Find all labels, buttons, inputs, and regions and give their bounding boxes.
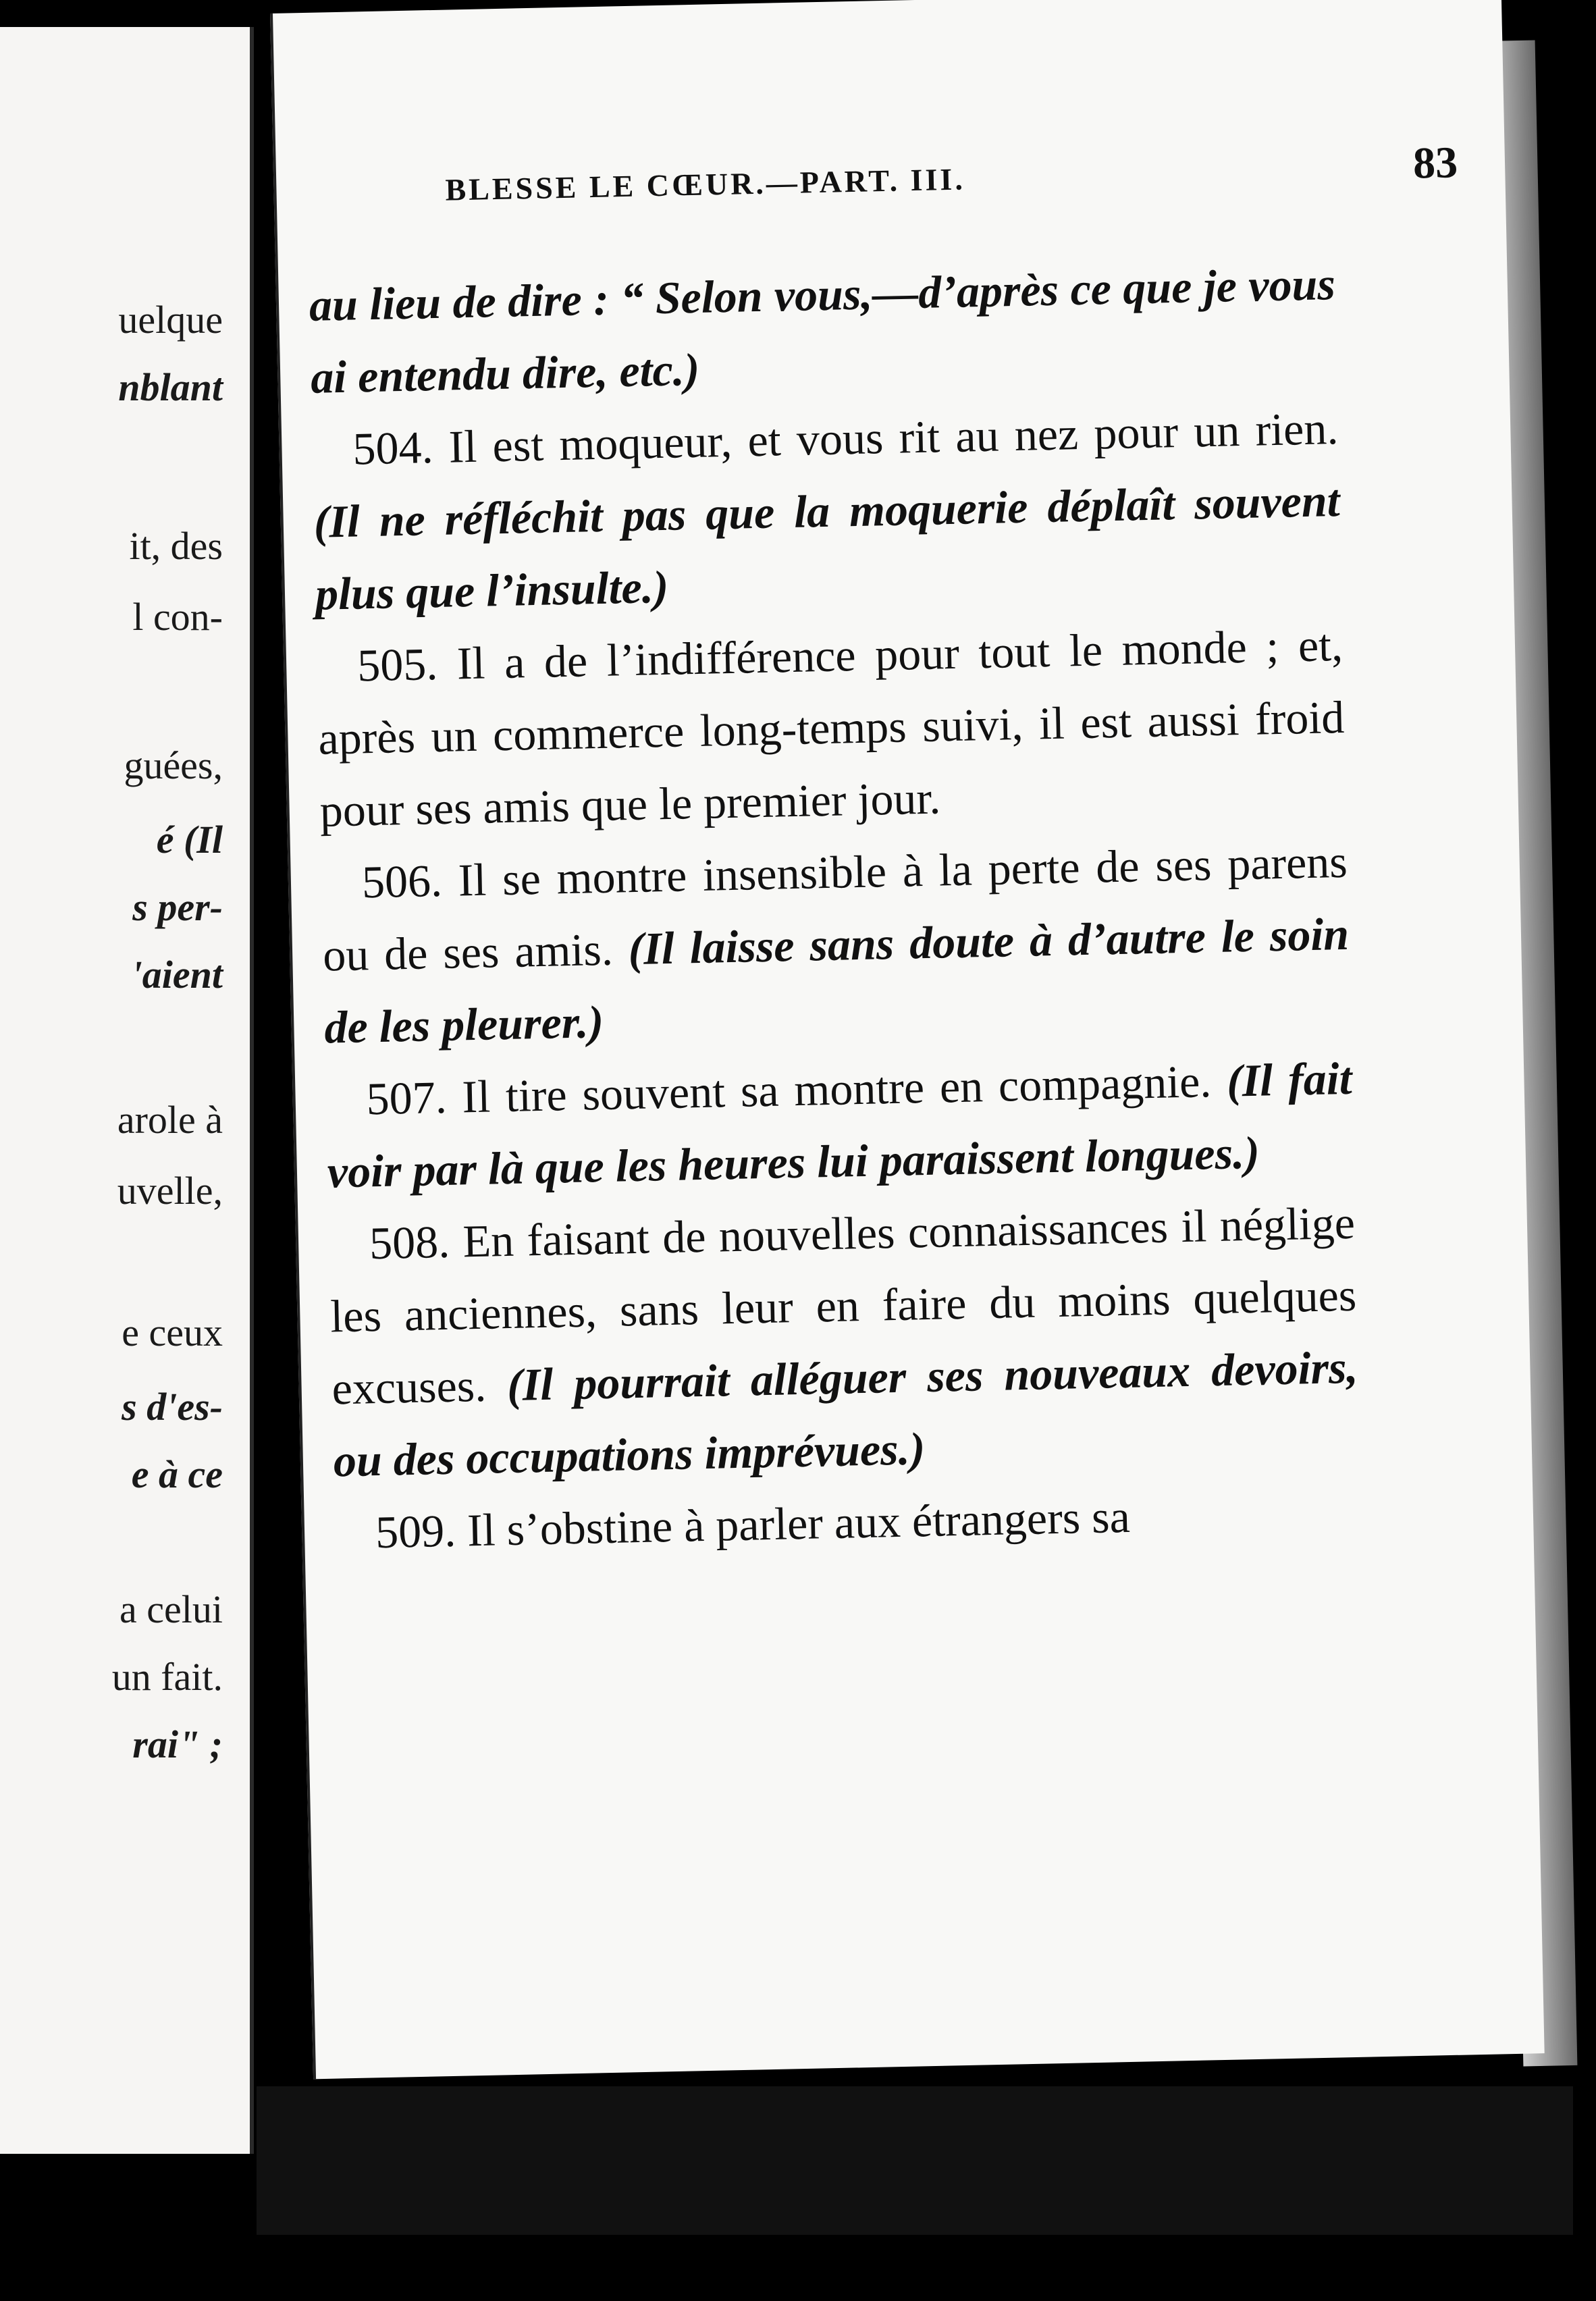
- paragraph-text: Il se montre insensible à la perte de ses parens ou de ses amis.: [322, 835, 1348, 981]
- paragraph-number: 509.: [375, 1504, 456, 1558]
- paragraph-505: [316, 609, 1346, 847]
- paragraph-508: [328, 1187, 1360, 1498]
- paragraph-504: [311, 392, 1341, 631]
- left-page-line: nblant: [118, 365, 223, 409]
- left-page-line: uvelle,: [117, 1169, 223, 1213]
- paragraph-number: 505.: [356, 638, 439, 691]
- page-text: [309, 248, 1362, 1569]
- intro-paragraph: [309, 248, 1337, 414]
- paragraph-note: (Il laisse sans doute à d’autre le soin de les pleurer.): [323, 907, 1350, 1053]
- left-page-line: uelque: [118, 298, 223, 342]
- left-page-line: it, des: [129, 524, 223, 568]
- left-page-line: arole à: [117, 1098, 223, 1142]
- paragraph-number: 504.: [352, 421, 434, 475]
- book-page: [270, 0, 1545, 2079]
- left-page-line: l con-: [132, 595, 223, 639]
- paragraph-note: (Il ne réfléchit pas que la moquerie déplaît souvent plus que l’insulte.): [313, 474, 1341, 620]
- left-page-line: a celui: [119, 1587, 223, 1631]
- paragraph-note: (Il fait voir par là que les heures lui paraissent longues.): [327, 1052, 1353, 1198]
- paragraph-text: Il s’obstine à parler aux étrangers sa: [467, 1490, 1131, 1556]
- paragraph-text: En faisant de nouvelles connaissances il néglige les anciennes, sans leur en faire du moins quelques excuses.: [329, 1196, 1357, 1414]
- page-number: 83: [1412, 138, 1458, 188]
- left-page-line: guées,: [124, 743, 223, 787]
- paragraph-506: [321, 826, 1351, 1064]
- paragraph-text: Il a de l’indifférence pour tout le monde ; et, après un commerce long-temps suivi, il est aussi froid pour ses amis que le premier jour.: [317, 618, 1345, 837]
- left-page-line: s d'es-: [122, 1385, 223, 1429]
- left-page-line: 'aient: [131, 953, 223, 997]
- paragraph-number: 508.: [369, 1215, 450, 1269]
- left-page-line: un fait.: [111, 1655, 223, 1699]
- paragraph-text: Il est moqueur, et vous rit au nez pour un rien.: [448, 402, 1339, 473]
- paragraph-number: 507.: [365, 1071, 448, 1125]
- left-page-fragment: [0, 27, 254, 2154]
- running-title: BLESSE LE CŒUR.—PART. III.: [444, 161, 966, 207]
- left-page-line: rai" ;: [132, 1722, 223, 1766]
- paragraph-number: 506.: [361, 854, 443, 908]
- running-header: [444, 138, 1485, 207]
- left-page-line: é (Il: [156, 818, 223, 862]
- paragraph-507: [325, 1042, 1354, 1209]
- paragraph-text: Il tire souvent sa montre en compagnie.: [461, 1055, 1212, 1123]
- paragraph-note: (Il pourrait alléguer ses nouveaux devoirs, ou des occupations imprévues.): [333, 1341, 1359, 1487]
- intro-text: au lieu de dire : “ Selon vous,—d’après ce que je vous ai entendu dire, etc.): [309, 258, 1336, 403]
- left-page-line: e à ce: [131, 1452, 223, 1496]
- left-page-line: e ceux: [122, 1311, 223, 1354]
- left-page-line: s per-: [132, 885, 223, 929]
- page-shadow: [257, 2086, 1573, 2235]
